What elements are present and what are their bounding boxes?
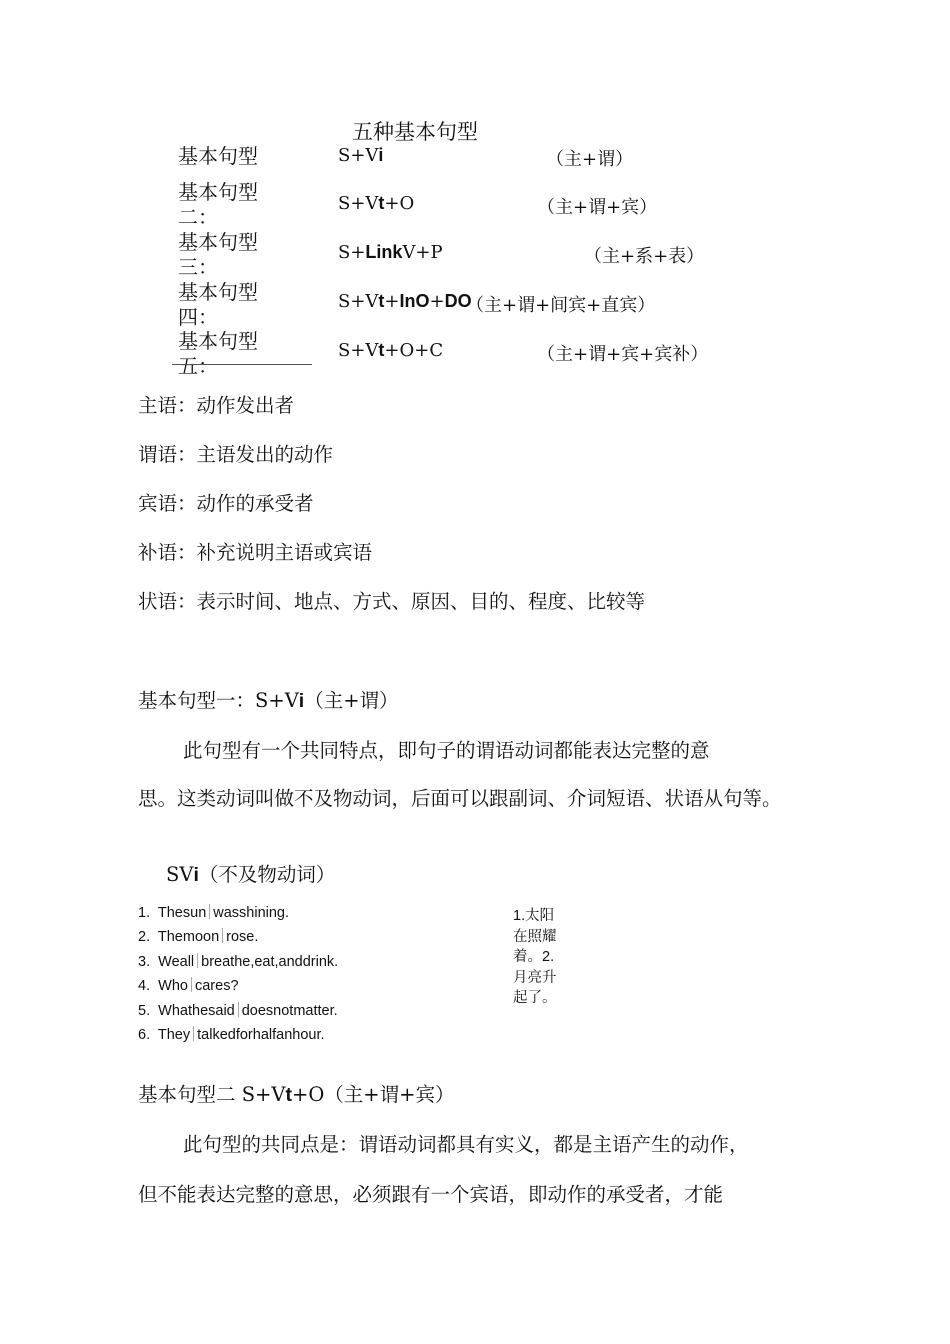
list-item: 1. Thesun wasshining. bbox=[138, 905, 290, 921]
definition-object: 宾语：动作的承受者 bbox=[138, 492, 314, 515]
table-row-meaning: （主+谓+宾） bbox=[537, 197, 658, 218]
table-row-meaning: （主+系+表） bbox=[584, 246, 705, 267]
table-row-formula: S+Vt+O bbox=[338, 193, 415, 214]
table-row-formula: S+Vt+InO+DO bbox=[338, 291, 472, 312]
sub-heading-intransitive: SVi（不及物动词） bbox=[166, 863, 336, 886]
list-item: 2. Themoon rose. bbox=[138, 929, 259, 945]
table-row-meaning: （主+谓+宾+宾补） bbox=[537, 344, 709, 365]
table-row-meaning: （主+谓） bbox=[546, 149, 634, 170]
table-row-label: 基本句型五： bbox=[178, 329, 258, 378]
list-item: 3. Weall breathe,eat,anddrink. bbox=[138, 954, 339, 970]
definition-complement: 补语：补充说明主语或宾语 bbox=[138, 541, 373, 564]
table-row-formula: S+LinkV+P bbox=[338, 242, 443, 263]
paragraph-pattern-1-line-1: 此句型有一个共同特点，即句子的谓语动词都能表达完整的意 bbox=[183, 739, 710, 762]
list-item: 5. Whathesaid doesnotmatter. bbox=[138, 1003, 338, 1019]
paragraph-pattern-2-line-1: 此句型的共同点是：谓语动词都具有实义，都是主语产生的动作， bbox=[183, 1133, 749, 1156]
translation-column: 1.太阳在照耀着。2.月亮升起了。 bbox=[513, 908, 557, 1006]
section-heading-pattern-2: 基本句型二 S+Vt+O（主+谓+宾） bbox=[138, 1083, 455, 1106]
paragraph-pattern-1-line-2: 思。这类动词叫做不及物动词，后面可以跟副词、介词短语、状语从句等。 bbox=[138, 787, 782, 810]
paragraph-pattern-2-line-2: 但不能表达完整的意思，必须跟有一个宾语，即动作的承受者，才能 bbox=[138, 1183, 724, 1206]
document-title: 五种基本句型 bbox=[352, 120, 478, 144]
table-bottom-border bbox=[172, 364, 312, 365]
definition-predicate: 谓语：主语发出的动作 bbox=[138, 443, 334, 466]
table-row-meaning: （主+谓+间宾+直宾） bbox=[466, 295, 656, 316]
section-heading-pattern-1: 基本句型一：S+Vi（主+谓） bbox=[138, 689, 399, 712]
list-item: 6. They talkedforhalfanhour. bbox=[138, 1027, 325, 1043]
table-row-label: 基本句型二： bbox=[178, 180, 258, 229]
definition-adverbial: 状语：表示时间、地点、方式、原因、目的、程度、比较等 bbox=[138, 590, 646, 613]
table-row-formula: S+Vi bbox=[338, 145, 384, 166]
table-row-label: 基本句型四： bbox=[178, 280, 258, 329]
table-row-label: 基本句型三： bbox=[178, 230, 258, 279]
list-item: 4. Who cares? bbox=[138, 978, 239, 994]
table-row-label: 基本句型 bbox=[178, 144, 258, 168]
table-row-formula: S+Vt+O+C bbox=[338, 340, 444, 361]
definition-subject: 主语：动作发出者 bbox=[138, 394, 295, 417]
